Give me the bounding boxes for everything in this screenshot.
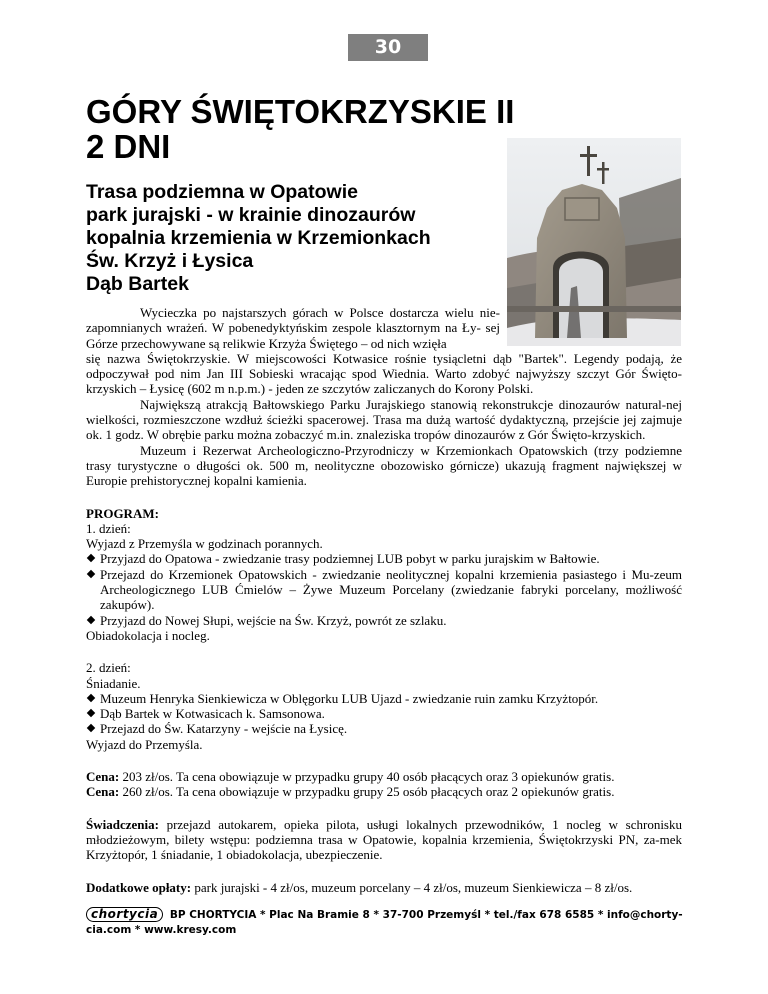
title-line: 2 DNI [86,128,171,165]
day1-intro: Wyjazd z Przemyśla w godzinach porannych. [86,536,323,552]
jurassic-park-paragraph: Największą atrakcją Bałtowskiego Parku Jurajskiego stanowią rekonstrukcje dinozaurów natural-nej wielkości, rozmieszczone wzdłuż ścieżki spacerowej. Trasa ma dużą wartość dydaktyczną, przejście jej zajmuje ok. 1 godz. W obrębie parku można zobaczyć m.in. znaleziska tropów dinozaurów z Gór Święto-krzyskich. [86,396,682,443]
chortycia-logo: chortycia [86,907,163,922]
price-line [86,784,682,799]
day2-outro: Wyjazd do Przemyśla. [86,736,203,752]
footer [86,907,686,938]
list-item [86,613,682,628]
diamond-bullet-icon [87,724,95,732]
list-item-text: Przejazd do Św. Katarzyny - wejście na Łysicę. [100,721,348,737]
services-label: Świadczenia: [86,816,159,832]
list-item-text: Muzeum Henryka Sienkiewicza w Oblęgorku LUB Ujazd - zwiedzanie ruin zamku Krzyżtopór. [100,690,599,706]
day2-label: 2. dzień: [86,660,131,676]
list-item-text: Przyjazd do Opatowa - zwiedzanie trasy podziemnej LUB pobyt w parku jurajskim w Bałtowie. [100,551,600,567]
program-heading: PROGRAM: [86,505,159,521]
services-text: przejazd autokarem, opieka pilota, usługi lokalnych przewodników, 1 nocleg w schronisku młodzieżowym, bilety wstępu: podziemna trasa w Opatowie, kopalnia krzemienia, Świętokrzyski PN, za-mek Krzyżtopór, 1 śniadanie, 1 obiadokolacja, ubezpieczenie. [86,816,682,863]
article-body [86,305,682,895]
list-item [86,706,682,721]
intro-line: sej Górze przechowywane są relikwie Krzyża Świętego – od nich wzięła [86,320,500,351]
price-text: 203 zł/os. Ta cena obowiązuje w przypadku grupy 40 osób płacących oraz 3 opiekunów gratis. [122,769,615,785]
route-highlights [86,181,431,296]
list-item-text: Przyjazd do Nowej Słupi, wejście na Św. Krzyż, powrót ze szlaku. [100,612,447,628]
price-label: Cena: [86,769,120,785]
price-text: 260 zł/os. Ta cena obowiązuje w przypadku grupy 25 osób płacących oraz 2 opiekunów gratis. [122,784,615,800]
page-number: 30 [348,34,428,61]
list-item-text: Dąb Bartek w Kotwasicach k. Samsonowa. [100,706,325,722]
list-item [86,551,682,566]
diamond-bullet-icon [87,709,95,717]
list-item [86,567,682,613]
diamond-bullet-icon [87,694,95,702]
extra-fees-paragraph [86,880,682,895]
krzemionki-paragraph: Muzeum i Rezerwat Archeologiczno-Przyrodniczy w Krzemionkach Opatowskich (trzy podziemne trasy turystyczne o długości ok. 500 m, neolityczne obozowisko górnicze) ukazują fragment największej w Europie prehistorycznej kopalni kamienia. [86,442,682,489]
subtitle-line: Św. Krzyż i Łysica [86,250,254,272]
intro-paragraph-top [86,305,500,351]
diamond-bullet-icon [87,615,95,623]
diamond-bullet-icon [87,570,95,578]
subtitle-line: Trasa podziemna w Opatowie [86,181,358,203]
intro-line: zapomnianych wrażeń. W pobenedyktyńskim zespole klasztornym na Ły- [86,320,481,336]
diamond-bullet-icon [87,554,95,562]
footer-contact: BP CHORTYCIA * Plac Na Bramie 8 * 37-700 Przemyśl * tel./fax 678 6585 * info@chorty-cia.com * www.kresy.com [86,909,683,936]
day1-outro: Obiadokolacja i nocleg. [86,627,210,643]
price-line [86,769,682,784]
subtitle-line: kopalnia krzemienia w Krzemionkach [86,227,431,249]
extra-fees-text: park jurajski - 4 zł/os, muzeum porcelany – 4 zł/os, muzeum Sienkiewicza – 8 zł/os. [194,879,633,895]
intro-line: Wycieczka po najstarszych górach w Polsce dostarcza wielu nie- [140,305,500,320]
day1-label: 1. dzień: [86,520,131,536]
intro-paragraph-rest: się nazwa Świętokrzyskie. W miejscowości Kotwasice rośnie tysiącletni dąb "Bartek". Legendy podają, że odpoczywał pod nim Jan III Sobieski wracając spod Wiednia. Warto zdobyć najwyższy szczyt Gór Święto-krzyskich – Łysicę (602 m n.p.m.) - jeden ze szczytów zaliczanych do Korony Polski. [86,350,682,397]
subtitle-line: park jurajski - w krainie dinozaurów [86,204,416,226]
list-item-text: Przejazd do Krzemionek Opatowskich - zwiedzanie neolitycznej kopalni krzemienia pasiastego i Mu-zeum Archeologicznego LUB Ćmielów – Żywe Muzeum Porcelany (zwiedzanie fabryki porcelany, możliwość zakupów). [100,566,682,613]
title-line: GÓRY ŚWIĘTOKRZYSKIE II [86,93,515,130]
subtitle-line: Dąb Bartek [86,273,189,295]
page-title [86,94,514,164]
services-paragraph [86,817,682,863]
list-item [86,721,682,736]
list-item [86,691,682,706]
day2-intro: Śniadanie. [86,675,141,691]
price-label: Cena: [86,784,120,800]
extra-fees-label: Dodatkowe opłaty: [86,879,192,895]
